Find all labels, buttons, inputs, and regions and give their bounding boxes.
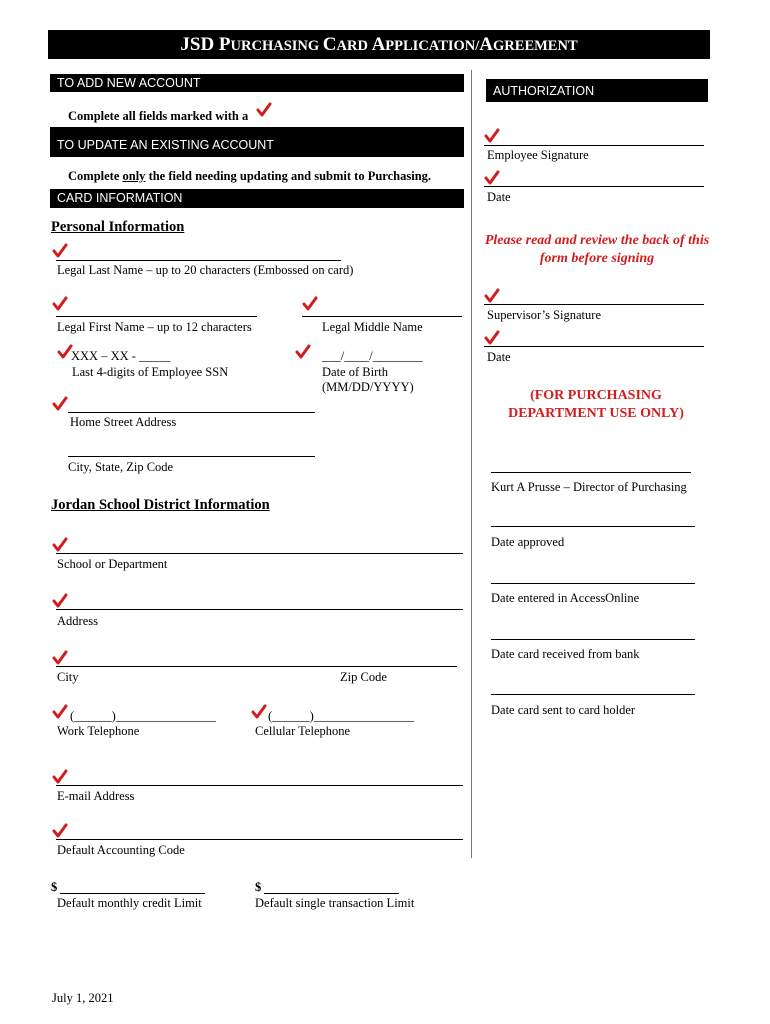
personal-info-heading: Personal Information: [51, 219, 185, 235]
checkmark-icon: [484, 330, 500, 346]
employee-date-label: Date: [487, 190, 511, 204]
employee-signature-label: Employee Signature: [487, 148, 589, 162]
supervisor-date-label: Date: [487, 350, 511, 364]
ssn-field[interactable]: XXX – XX - _____: [71, 349, 171, 363]
checkmark-icon: [52, 537, 68, 553]
date-sent-field[interactable]: [491, 694, 695, 695]
checkmark-icon: [52, 769, 68, 785]
employee-signature-field[interactable]: [484, 145, 704, 146]
footer-date: July 1, 2021: [52, 991, 114, 1005]
dob-label: Date of Birth: [322, 365, 388, 379]
supervisor-signature-label: Supervisor’s Signature: [487, 308, 601, 322]
dob-field[interactable]: ___/____/________: [322, 349, 423, 363]
employee-date-field[interactable]: [484, 186, 704, 187]
last-name-label: Legal Last Name – up to 20 characters (Embossed on card): [57, 263, 354, 277]
middle-name-label: Legal Middle Name: [322, 320, 423, 334]
date-approved-field[interactable]: [491, 526, 695, 527]
accounting-code-field[interactable]: [56, 839, 463, 840]
first-name-field[interactable]: [56, 316, 257, 317]
director-field[interactable]: [491, 472, 691, 473]
column-divider: [471, 70, 472, 858]
checkmark-icon: [52, 704, 68, 720]
jsd-info-heading: Jordan School District Information: [51, 497, 270, 513]
checkmark-icon: [251, 704, 267, 720]
supervisor-signature-field[interactable]: [484, 304, 704, 305]
dollar-sign: $: [51, 880, 58, 894]
work-phone-field[interactable]: (______)________________: [70, 709, 216, 723]
review-notice: Please read and review the back of this form before signing: [484, 233, 710, 266]
complete-only-text: Complete only the field needing updating and submit to Purchasing.: [68, 169, 432, 183]
city-zip-field[interactable]: [56, 666, 457, 667]
work-phone-label: Work Telephone: [57, 724, 140, 738]
supervisor-date-field[interactable]: [484, 346, 704, 347]
date-entered-field[interactable]: [491, 583, 695, 584]
monthly-limit-field[interactable]: [60, 893, 205, 894]
dollar-sign: $: [255, 880, 262, 894]
single-limit-label: Default single transaction Limit: [255, 896, 415, 910]
checkmark-icon: [52, 296, 68, 312]
authorization-bar: AUTHORIZATION: [486, 79, 708, 102]
accounting-code-label: Default Accounting Code: [57, 843, 185, 857]
checkmark-icon: [52, 243, 68, 259]
monthly-limit-label: Default monthly credit Limit: [57, 896, 202, 910]
checkmark-icon: [484, 128, 500, 144]
checkmark-icon: [52, 396, 68, 412]
zip-code-label: Zip Code: [340, 670, 387, 684]
date-sent-label: Date card sent to card holder: [491, 703, 636, 717]
update-account-bar: TO UPDATE AN EXISTING ACCOUNT: [50, 127, 464, 157]
checkmark-icon: [302, 296, 318, 312]
dob-format: (MM/DD/YYYY): [322, 380, 414, 394]
address-label: Address: [57, 614, 98, 628]
card-information-bar: CARD INFORMATION: [50, 189, 464, 208]
purchasing-use-notice: (FOR PURCHASING DEPARTMENT USE ONLY): [508, 388, 684, 421]
home-street-field[interactable]: [68, 412, 315, 413]
director-label: Kurt A Prusse – Director of Purchasing: [491, 480, 687, 494]
date-received-label: Date card received from bank: [491, 647, 640, 661]
form-title: JSD PURCHASING CARD APPLICATION/AGREEMENT: [48, 30, 710, 59]
city-state-zip-field[interactable]: [68, 456, 315, 457]
complete-all-text: Complete all fields marked with a: [68, 109, 249, 123]
home-street-label: Home Street Address: [70, 415, 177, 429]
school-dept-label: School or Department: [57, 557, 168, 571]
email-field[interactable]: [56, 785, 463, 786]
school-dept-field[interactable]: [56, 553, 463, 554]
single-limit-field[interactable]: [264, 893, 399, 894]
checkmark-icon: [295, 344, 311, 360]
cell-phone-label: Cellular Telephone: [255, 724, 351, 738]
date-received-field[interactable]: [491, 639, 695, 640]
checkmark-icon: [256, 102, 272, 118]
email-label: E-mail Address: [57, 789, 135, 803]
date-entered-label: Date entered in AccessOnline: [491, 591, 640, 605]
middle-name-field[interactable]: [302, 316, 462, 317]
city-label: City: [57, 670, 79, 684]
checkmark-icon: [484, 288, 500, 304]
date-approved-label: Date approved: [491, 535, 565, 549]
cell-phone-field[interactable]: (______)________________: [268, 709, 414, 723]
first-name-label: Legal First Name – up to 12 characters: [57, 320, 252, 334]
ssn-label: Last 4-digits of Employee SSN: [72, 365, 229, 379]
checkmark-icon: [484, 170, 500, 186]
last-name-field[interactable]: [56, 260, 341, 261]
checkmark-icon: [52, 823, 68, 839]
checkmark-icon: [52, 650, 68, 666]
checkmark-icon: [52, 593, 68, 609]
address-field[interactable]: [56, 609, 463, 610]
add-account-bar: TO ADD NEW ACCOUNT: [50, 74, 464, 92]
city-state-zip-label: City, State, Zip Code: [68, 460, 174, 474]
